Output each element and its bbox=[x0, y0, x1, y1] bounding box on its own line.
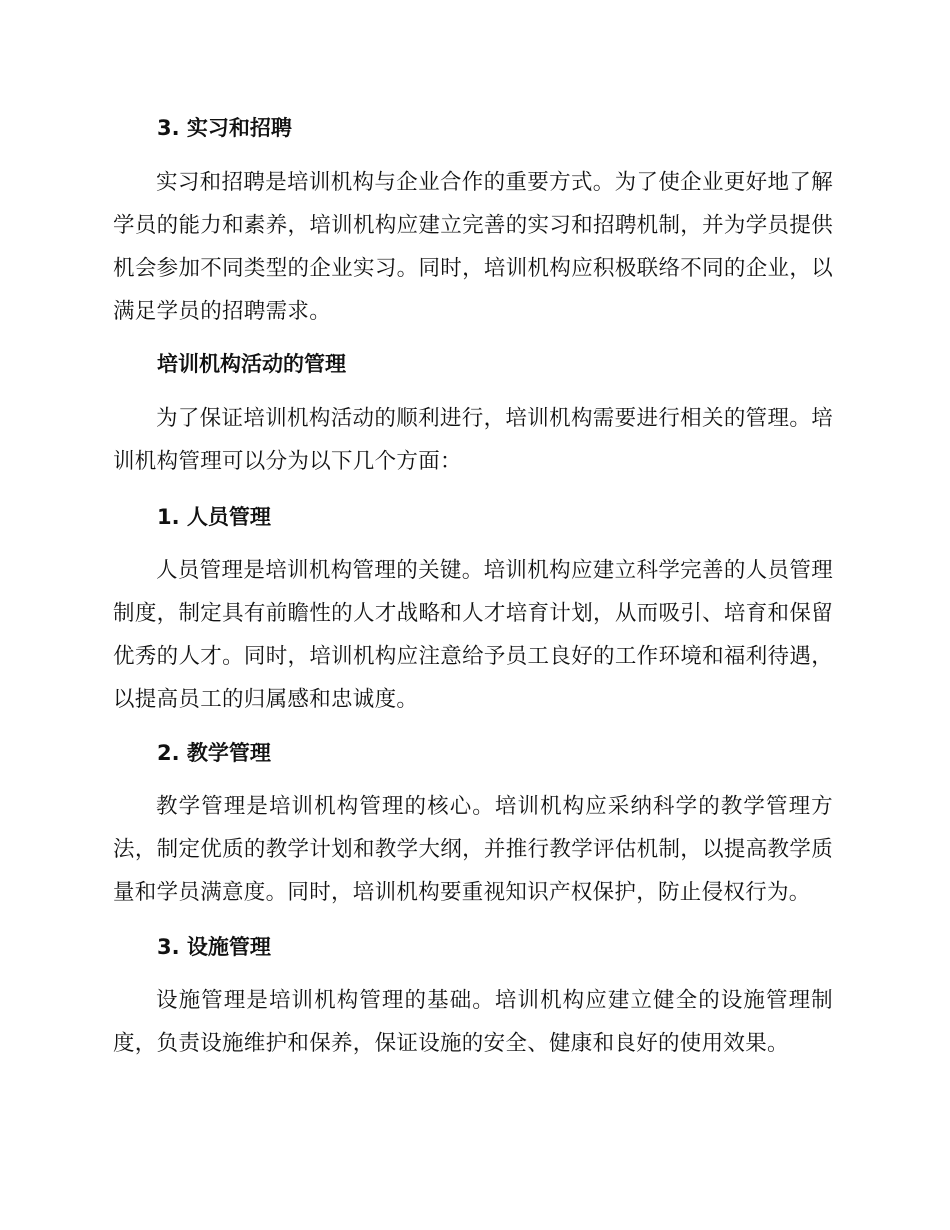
section-paragraph-facilities: 设施管理是培训机构管理的基础。培训机构应建立健全的设施管理制度，负责设施维护和保养，保证设施的安全、健康和良好的使用效果。 bbox=[113, 988, 833, 1056]
section-paragraph-internship: 实习和招聘是培训机构与企业合作的重要方式。为了使企业更好地了解学员的能力和素养，培训机构应建立完善的实习和招聘机制，并为学员提供机会参加不同类型的企业实习。同时，培训机构应积极联络不同的企业，以满足学员的招聘需求。 bbox=[113, 170, 833, 324]
section-heading-management: 培训机构活动的管理 bbox=[157, 352, 346, 376]
section-paragraph-management: 为了保证培训机构活动的顺利进行，培训机构需要进行相关的管理。培训机构管理可以分为以下几个方面： bbox=[113, 406, 833, 474]
section-heading-facilities: 3. 设施管理 bbox=[157, 935, 271, 959]
section-heading-teaching: 2. 教学管理 bbox=[157, 741, 271, 765]
section-heading-personnel: 1. 人员管理 bbox=[157, 505, 271, 529]
section-paragraph-personnel: 人员管理是培训机构管理的关键。培训机构应建立科学完善的人员管理制度，制定具有前瞻性的人才战略和人才培育计划，从而吸引、培育和保留优秀的人才。同时，培训机构应注意给予员工良好的工作环境和福利待遇，以提高员工的归属感和忠诚度。 bbox=[113, 558, 833, 712]
section-paragraph-teaching: 教学管理是培训机构管理的核心。培训机构应采纳科学的教学管理方法，制定优质的教学计划和教学大纲，并推行教学评估机制，以提高教学质量和学员满意度。同时，培训机构要重视知识产权保护，防止侵权行为。 bbox=[113, 794, 833, 905]
section-heading-internship: 3. 实习和招聘 bbox=[157, 116, 292, 140]
